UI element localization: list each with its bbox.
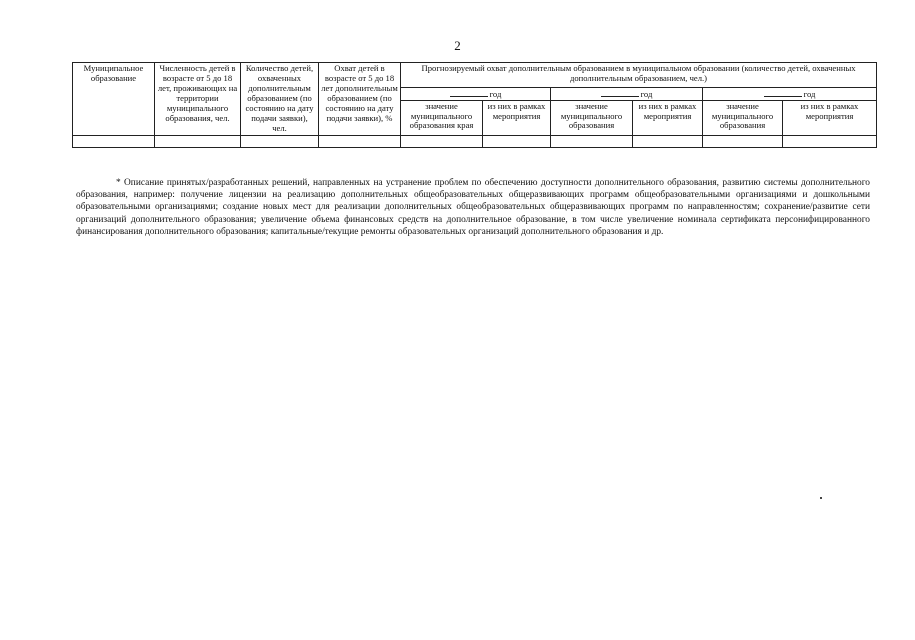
subheader-value-3: значение муниципального образования [703,100,783,135]
table-cell [633,135,703,147]
header-covered-count: Количество детей, охваченных дополнительным образованием (по состоянию на дату подачи заявки), чел. [241,63,319,136]
footnote: * Описание принятых/разработанных решений, направленных на устранение проблем по обеспечению доступности дополнительного образования, развитию системы дополнительного образования, например: получение лицензии на реализацию дополнительных общеобразовательных общеразвивающих программ общеобразовательными организациями и дошкольными образовательными организациями; создание новых мест для реализации дополнительных общеобразовательных общеразвивающих программ по направленностям; сохранение/развитие сети организаций дополнительного образования; увеличение объема финансовых средств на дополнительное образование, в том числе увеличение номинала сертификата персонифицированного финансирования дополнительного образования; капитальные/текущие ремонты образовательных организаций дополнительного образования и др. [76,178,870,237]
table-row [73,135,877,147]
coverage-table [72,62,877,148]
table-cell [241,135,319,147]
subheader-event-2: из них в рамках мероприятия [633,100,703,135]
subheader-value-1: значение муниципального образования края [401,100,483,135]
year-header-1 [401,87,551,100]
header-coverage-percent: Охват детей в возрасте от 5 до 18 лет дополнительным образованием (по состоянию на дату подачи заявки), % [319,63,401,136]
table-cell [155,135,241,147]
year-label: год [803,88,816,99]
year-label: год [489,88,502,99]
year-header-3 [703,87,877,100]
table-cell [783,135,877,147]
page-number: 2 [454,38,461,53]
year-header-2 [551,87,703,100]
table-cell [483,135,551,147]
table-header-row [73,63,877,88]
year-label: год [640,88,653,99]
header-forecast: Прогнозируемый охват дополнительным образованием в муниципальном образовании (количество детей, охваченных дополнительным образованием, чел.) [401,63,877,88]
header-children-count: Численность детей в возрасте от 5 до 18 лет, проживающих на территории муниципального образования, чел. [155,63,241,136]
year-blank-line [601,88,639,97]
year-blank-line [450,88,488,97]
subheader-event-3: из них в рамках мероприятия [783,100,877,135]
table-cell [319,135,401,147]
header-municipality: Муниципальное образование [73,63,155,136]
table-cell [551,135,633,147]
scan-speck [820,497,822,499]
table-cell [703,135,783,147]
subheader-event-1: из них в рамках мероприятия [483,100,551,135]
table-cell [73,135,155,147]
table-cell [401,135,483,147]
subheader-value-2: значение муниципального образования [551,100,633,135]
year-blank-line [764,88,802,97]
